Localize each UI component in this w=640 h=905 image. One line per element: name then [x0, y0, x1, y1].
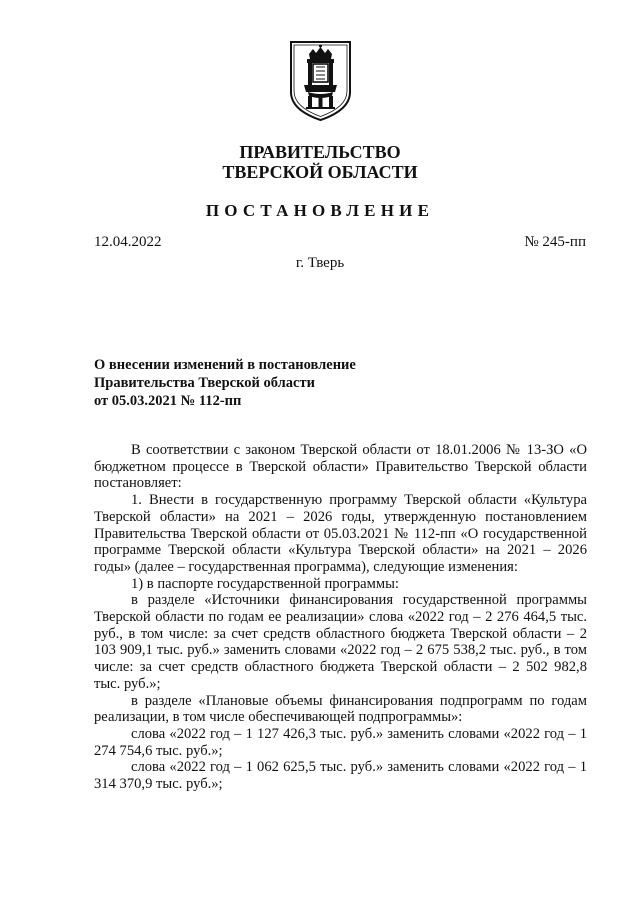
document-number: № 245-пп: [524, 234, 586, 250]
document-city: г. Тверь: [295, 255, 345, 271]
government-name-line-2: ТВЕРСКОЙ ОБЛАСТИ: [222, 162, 418, 182]
document-type-title: ПОСТАНОВЛЕНИЕ: [205, 201, 435, 220]
body-paragraph-preamble: В соответствии с законом Тверской области от 18.01.2006 № 13-ЗО «О бюджетном процессе в Тверской области» Правительство Тверской области постановляет:: [94, 442, 587, 492]
body-paragraph-replacement-2: слова «2022 год – 1 062 625,5 тыс. руб.» заменить словами «2022 год – 1 314 370,9 тыс. руб.»;: [94, 759, 587, 793]
coat-of-arms-icon: [289, 40, 352, 122]
body-paragraph-replacement-1: слова «2022 год – 1 127 426,3 тыс. руб.» заменить словами «2022 год – 1 274 754,6 тыс. руб.»;: [94, 725, 587, 759]
body-paragraph-planned-volumes: в разделе «Плановые объемы финансирования подпрограмм по годам реализации, в том числе обеспечивающей подпрограммы»:: [94, 692, 587, 726]
subject-line: Правительства Тверской области: [94, 375, 315, 391]
body-paragraph-item-1: 1. Внести в государственную программу Тверской области «Культура Тверской области» на 2021 – 2026 годы, утвержденную постановлением Правительства Тверской области от 05.03.2021 № 112-пп «О государственной программе Тверской области «Культура Тверской области» на 2021 – 2026 годы» (далее – государственная программа), следующие изменения:: [94, 492, 587, 575]
subject-line: О внесении изменений в постановление: [94, 357, 356, 373]
subject-line: от 05.03.2021 № 112-пп: [94, 393, 242, 409]
document-body: [94, 442, 587, 793]
body-paragraph-subitem-1: 1) в паспорте государственной программы:: [131, 575, 399, 592]
document-subject: [94, 356, 494, 410]
document-date: 12.04.2022: [94, 234, 162, 250]
government-name-line-1: ПРАВИТЕЛЬСТВО: [239, 142, 401, 162]
body-paragraph-funding-sources: в разделе «Источники финансирования государственной программы Тверской области по годам ее реализации» слова «2022 год – 2 276 464,5 тыс. руб., в том числе: за счет средств областного бюджета Тверской области – 2 103 909,1 тыс. руб.» заменить словами «2022 год – 2 675 538,2 тыс. руб., в том числе: за счет средств областного бюджета Тверской области – 2 502 982,8 тыс. руб.»;: [94, 592, 587, 692]
